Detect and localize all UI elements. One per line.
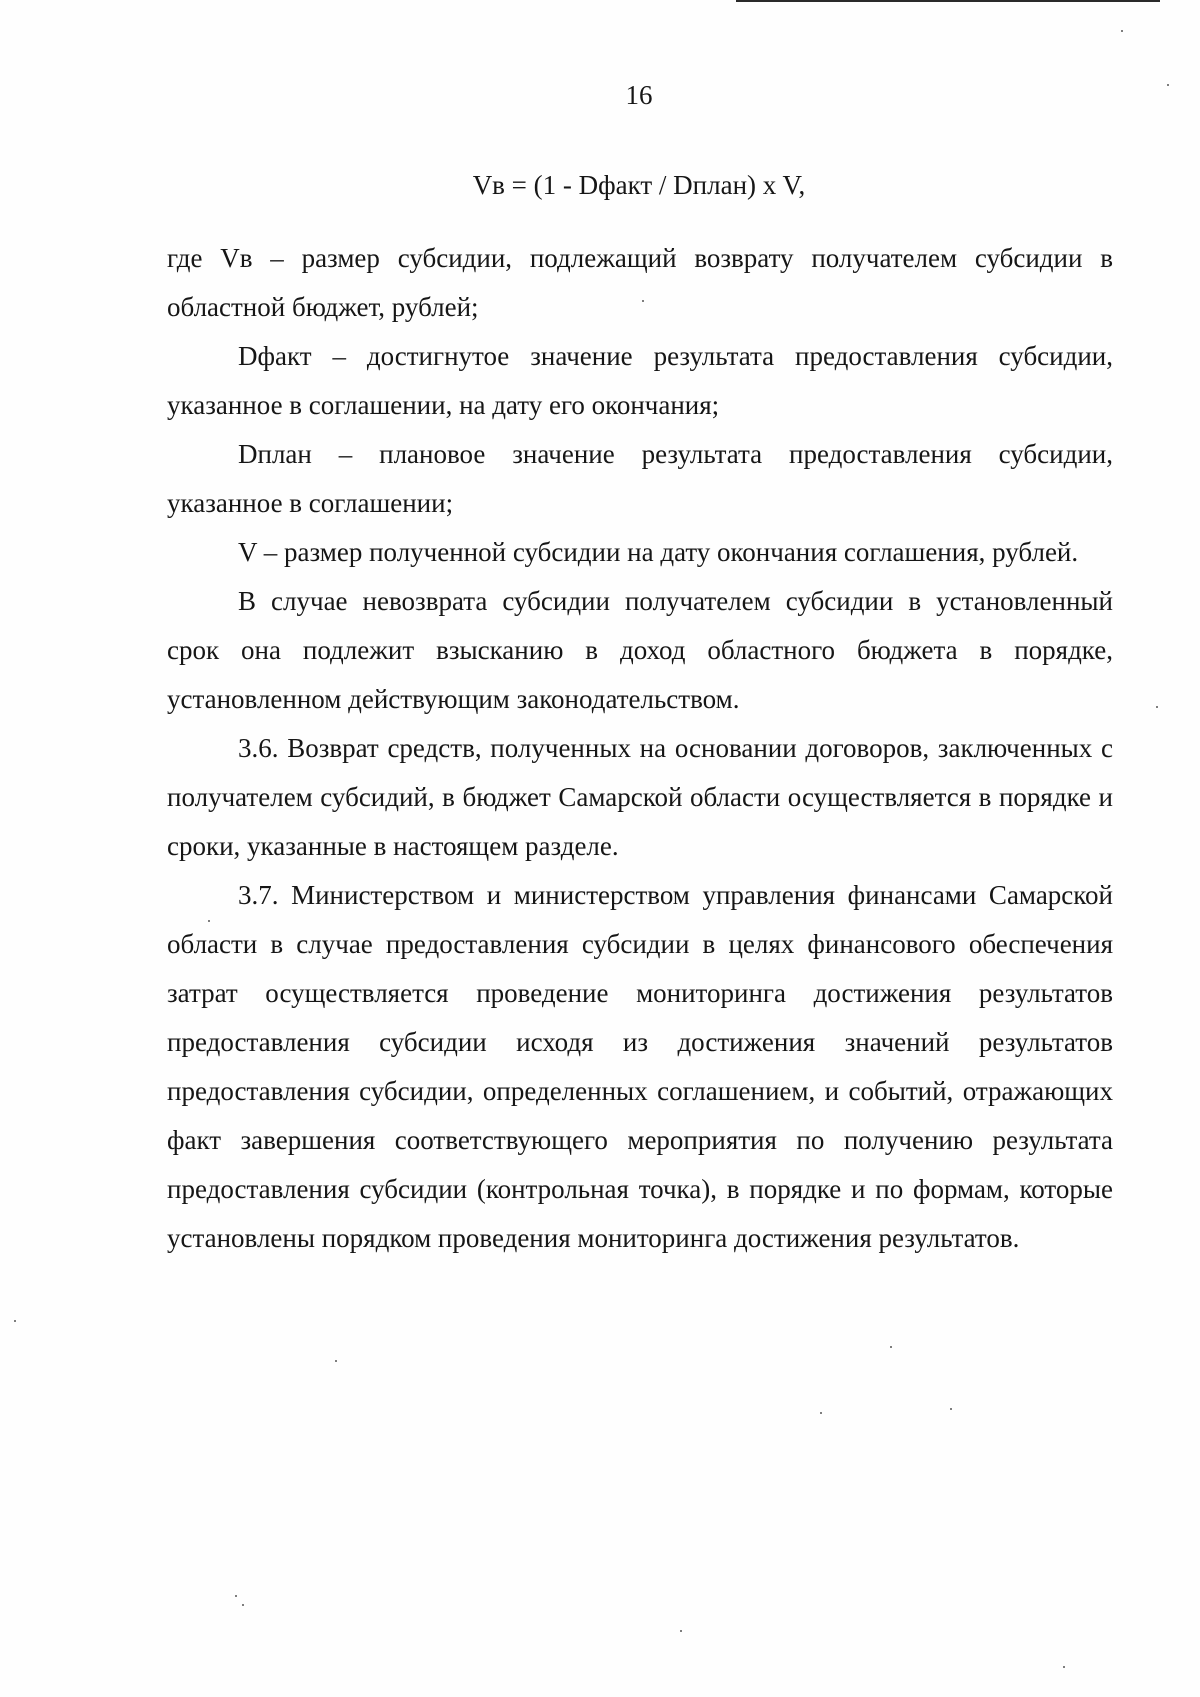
paragraph-dfakt-definition: Dфакт – достигнутое значение результата предоставления субсидии, указанное в соглашении, на дату его окончания; bbox=[167, 341, 1113, 420]
scan-speck bbox=[208, 920, 210, 922]
scan-speck bbox=[335, 1360, 337, 1362]
scan-speck bbox=[242, 1604, 244, 1606]
refund-formula: Vв = (1 - Dфакт / Dплан) x V, bbox=[472, 170, 806, 200]
paragraph-v-definition: V – размер полученной субсидии на дату окончания соглашения, рублей. bbox=[238, 537, 1079, 567]
scan-speck bbox=[1121, 30, 1123, 32]
scan-speck bbox=[680, 1630, 682, 1632]
scan-speck bbox=[235, 1595, 237, 1597]
scan-speck bbox=[14, 1320, 16, 1322]
paragraph-vv-definition: где Vв – размер субсидии, подлежащий возврату получателем субсидии в областной бюджет, рублей; bbox=[167, 243, 1113, 322]
scan-speck bbox=[820, 1412, 822, 1414]
paragraph-3-7: 3.7. Министерством и министерством управления финансами Самарской области в случае предоставления субсидии в целях финансового обеспечения затрат осуществляется проведение мониторинга достижения результатов предоставления субсидии исходя из достижения значений результатов предоставления субсидии, определенных соглашением, и событий, отражающих факт завершения соответствующего мероприятия по получению результата предоставления субсидии (контрольная точка), в порядке и по формам, которые установлены порядком проведения мониторинга достижения результатов. bbox=[167, 880, 1113, 1253]
document-body bbox=[167, 234, 1113, 1263]
scan-speck bbox=[950, 1408, 952, 1410]
scan-speck bbox=[1156, 706, 1158, 708]
scan-speck bbox=[642, 300, 644, 302]
page-number: 16 bbox=[625, 80, 653, 110]
scan-speck bbox=[1063, 1666, 1065, 1668]
paragraph-3-6: 3.6. Возврат средств, полученных на основании договоров, заключенных с получателем субсидий, в бюджет Самарской области осуществляется в порядке и сроки, указанные в настоящем разделе. bbox=[167, 733, 1113, 861]
scan-speck bbox=[1167, 84, 1169, 86]
top-edge-rule bbox=[736, 0, 1160, 2]
paragraph-dplan-definition: Dплан – плановое значение результата предоставления субсидии, указанное в соглашении; bbox=[167, 439, 1113, 518]
scan-speck bbox=[890, 1346, 892, 1348]
paragraph-non-refund: В случае невозврата субсидии получателем субсидии в установленный срок она подлежит взысканию в доход областного бюджета в порядке, установленном действующим законодательством. bbox=[167, 586, 1113, 714]
